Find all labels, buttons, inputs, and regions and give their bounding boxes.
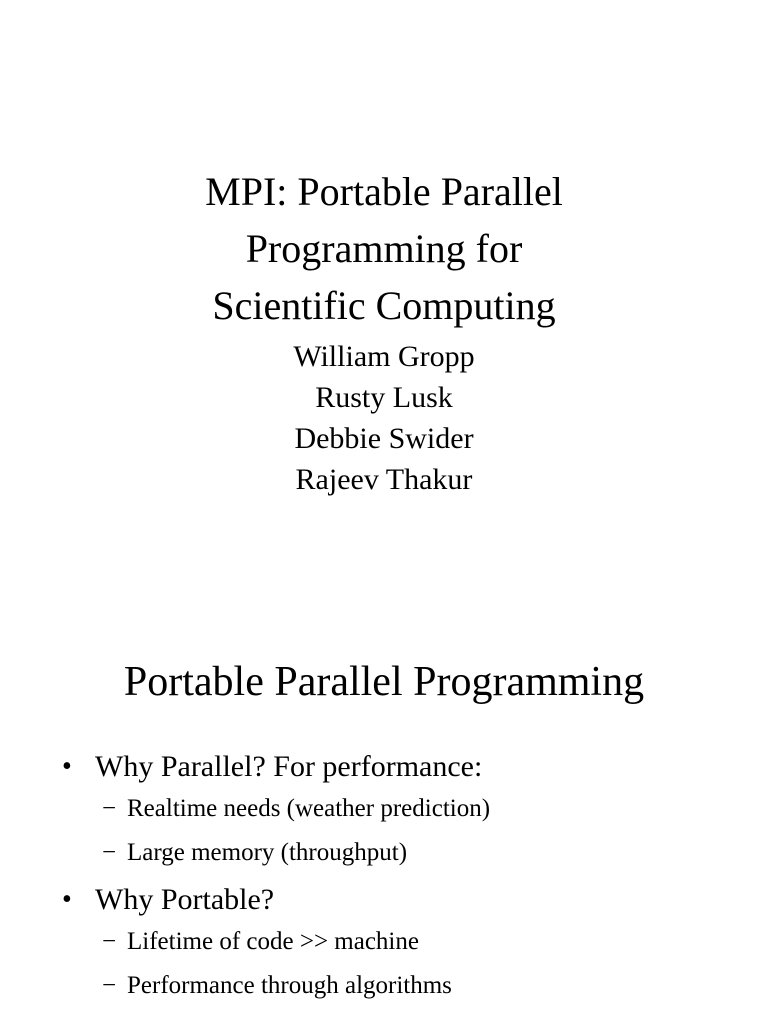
sub-bullet-text: Large memory (throughput)	[127, 839, 408, 866]
author-name: Rajeev Thakur	[295, 463, 473, 496]
sub-bullet-text: Realtime needs (weather prediction)	[127, 795, 491, 822]
bullet-marker-icon: •	[62, 751, 72, 782]
author-list	[0, 336, 768, 500]
author-name: William Gropp	[293, 340, 475, 373]
sub-bullet-item	[0, 964, 768, 1008]
title-line: MPI: Portable Parallel	[205, 169, 563, 214]
sub-bullet-list	[0, 787, 768, 875]
sub-bullet-item	[0, 920, 768, 964]
bullet-marker-icon: •	[62, 884, 72, 915]
dash-marker-icon: −	[102, 795, 117, 822]
sub-bullet-text: Lifetime of code >> machine	[127, 928, 419, 955]
bullet-list	[0, 747, 768, 1008]
author-name: Rusty Lusk	[315, 381, 453, 414]
dash-marker-icon: −	[102, 928, 117, 955]
sub-bullet-item	[0, 831, 768, 875]
author-name: Debbie Swider	[294, 422, 474, 455]
bullet-group	[0, 880, 768, 1008]
presentation-title	[0, 163, 768, 334]
bullet-group	[0, 747, 768, 875]
bullet-item	[0, 880, 768, 920]
bullet-text: Why Portable?	[95, 883, 275, 916]
sub-bullet-item	[0, 787, 768, 831]
sub-bullet-list	[0, 920, 768, 1008]
slide-title: Portable Parallel Programming	[123, 659, 645, 705]
content-slide	[0, 620, 768, 1024]
title-line: Programming for	[245, 226, 523, 271]
title-line: Scientific Computing	[212, 283, 556, 328]
sub-bullet-text: Performance through algorithms	[127, 972, 452, 999]
bullet-item	[0, 747, 768, 787]
dash-marker-icon: −	[102, 839, 117, 866]
bullet-text: Why Parallel? For performance:	[95, 750, 483, 783]
dash-marker-icon: −	[102, 972, 117, 999]
